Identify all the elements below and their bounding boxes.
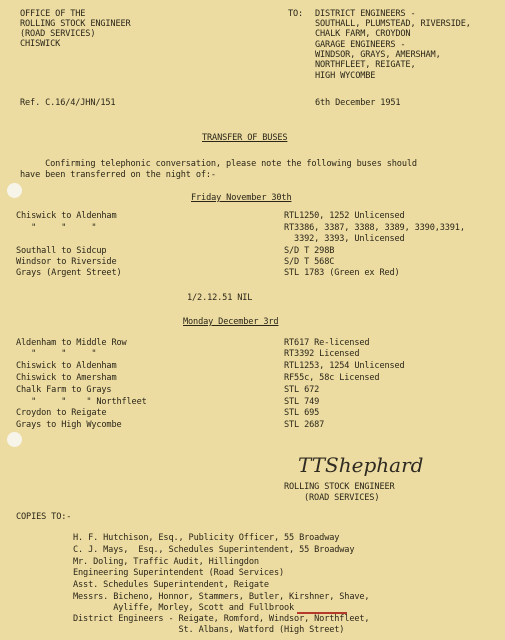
punch-hole-top [7,183,22,198]
route-cell: Aldenham to Middle Row [16,338,127,348]
buses-cell: RT617 Re-licensed [284,338,370,348]
buses-cell: STL 695 [284,408,320,418]
buses-cell: RT3392 Licensed [284,349,360,359]
to-line: HIGH WYCOMBE [315,71,376,81]
route-cell: Grays (Argent Street) [16,268,122,278]
route-cell: Chiswick to Aldenham [16,211,117,221]
buses-cell: RTL1250, 1252 Unlicensed [284,211,405,221]
punch-hole-bottom [7,432,22,447]
route-cell: " " " [16,223,97,233]
from-line: ROLLING STOCK ENGINEER [20,19,131,29]
intro-line: have been transferred on the night of:- [20,170,216,180]
to-line: CHALK FARM, CROYDON [315,29,411,39]
copies-line: District Engineers - Reigate, Romford, Windsor, Northfleet, [73,614,370,624]
to-line: NORTHFLEET, REIGATE, [315,60,416,70]
buses-cell: RF55c, 58c Licensed [284,373,380,383]
route-cell: Croydon to Reigate [16,408,107,418]
copies-line: St. Albans, Watford (High Street) [73,625,345,635]
copies-line: Asst. Schedules Superintendent, Reigate [73,580,269,590]
route-cell: Chiswick to Aldenham [16,361,117,371]
copies-line: H. F. Hutchison, Esq., Publicity Officer, 55 Broadway [73,533,340,543]
section-heading: Monday December 3rd [183,317,279,327]
buses-cell: STL 749 [284,397,320,407]
buses-cell: STL 1783 (Green ex Red) [284,268,400,278]
nil-line: 1/2.12.51 NIL [187,293,253,303]
buses-cell: RTL1253, 1254 Unlicensed [284,361,405,371]
buses-cell: S/D T 568C [284,257,335,267]
intro-line: Confirming telephonic conversation, please note the following buses should [20,159,417,169]
buses-cell: S/D T 298B [284,246,335,256]
buses-cell: STL 2687 [284,420,325,430]
handwritten-signature: TTShephard [298,453,424,477]
section-heading: Friday November 30th [191,193,292,203]
copies-line: Messrs. Bicheno, Honnor, Stammers, Butler, Kirshner, Shave, [73,592,370,602]
signature-line: (ROAD SERVICES) [304,493,380,503]
to-label: TO: [288,9,304,19]
route-cell: Chalk Farm to Grays [16,385,112,395]
memo-date: 6th December 1951 [315,98,401,108]
copies-line: Ayliffe, Morley, Scott and Fullbrook [73,603,295,613]
route-cell: " " " Northfleet [16,397,147,407]
buses-cell: STL 672 [284,385,320,395]
route-cell: Southall to Sidcup [16,246,107,256]
from-line: OFFICE OF THE [20,9,86,19]
to-line: GARAGE ENGINEERS - [315,40,406,50]
signature-line: ROLLING STOCK ENGINEER [284,482,395,492]
route-cell: Grays to High Wycombe [16,420,122,430]
copies-line: Mr. Doling, Traffic Audit, Hillingdon [73,557,259,567]
reference: Ref. C.16/4/JHN/151 [20,98,116,108]
copies-line: Engineering Superintendent (Road Services) [73,568,285,578]
buses-cell: 3392, 3393, Unlicensed [284,234,405,244]
red-pen-underline [297,612,347,614]
route-cell: Windsor to Riverside [16,257,117,267]
to-line: DISTRICT ENGINEERS - [315,9,416,19]
copies-label: COPIES TO:- [16,512,72,522]
buses-cell: RT3386, 3387, 3388, 3389, 3390,3391, [284,223,465,233]
copies-line: C. J. Mays, Esq., Schedules Superintendent, 55 Broadway [73,545,355,555]
route-cell: " " " [16,349,97,359]
from-line: (ROAD SERVICES) [20,29,96,39]
memo-title: TRANSFER OF BUSES [202,133,288,143]
to-line: WINDSOR, GRAYS, AMERSHAM, [315,50,441,60]
route-cell: Chiswick to Amersham [16,373,117,383]
to-line: SOUTHALL, PLUMSTEAD, RIVERSIDE, [315,19,471,29]
from-line: CHISWICK [20,39,61,49]
